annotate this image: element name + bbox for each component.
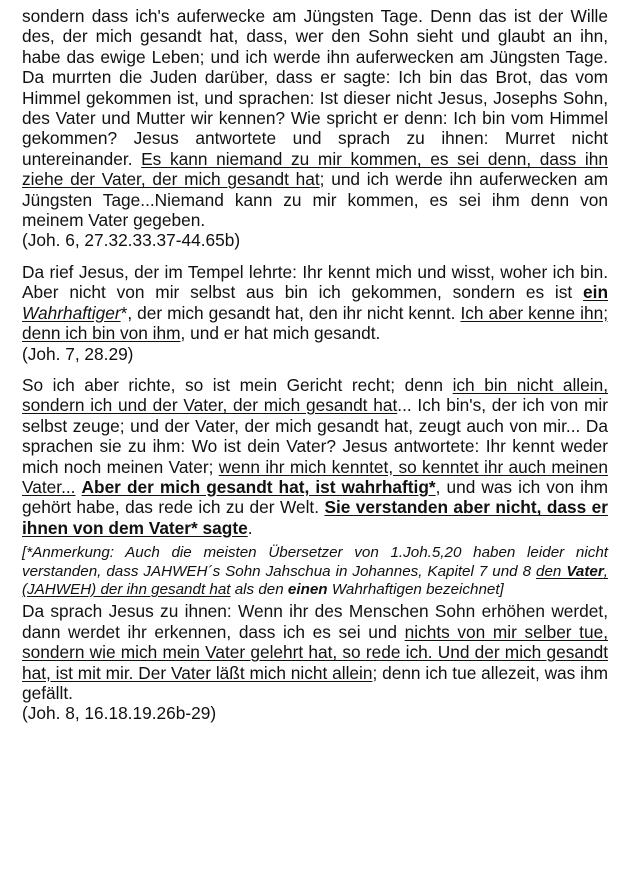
paragraph-john-8b bbox=[22, 601, 608, 703]
document-page bbox=[22, 6, 608, 724]
text-segment: So ich aber richte, so ist mein Gericht recht; denn bbox=[22, 374, 453, 395]
text-segment: ; denn ich tue allezeit, was ihm gefällt. bbox=[22, 662, 608, 703]
note-text: Wahrhaftigen bezeichnet] bbox=[327, 580, 504, 598]
text-segment: , und er hat mich gesandt. bbox=[180, 323, 381, 344]
text-segment: ... Ich bin's, der ich von mir selbst zeuge; und der Vater, der mich gesandt hat, zeugt auch von mir... Da sprachen sie zu ihm: Wo ist dein Vater? Jesus antwortete: Ihr kennt weder mich noch meinen Vater; bbox=[22, 395, 608, 477]
paragraph-gap bbox=[22, 364, 608, 375]
reference-john-8: (Joh. 8, 16.18.19.26b-29) bbox=[22, 703, 217, 724]
underlined-quote: nichts von mir selber tue, sondern wie mich mein Vater gelehrt hat, so rede ich. Und der mich gesandt hat, ist mit mir. Der Vater läßt mich nicht allein bbox=[22, 621, 608, 683]
note-underlined: den bbox=[536, 562, 567, 580]
note-bold-word: einen bbox=[287, 580, 328, 598]
bold-underlined-quote: Aber der mich gesandt hat, ist wahrhaftig* bbox=[81, 476, 436, 497]
note-bold-underlined: Vater bbox=[566, 562, 604, 580]
underlined-quote: ich bin nicht allein, sondern ich und der Vater, der mich gesandt hat bbox=[22, 374, 608, 416]
bold-underlined-word: ein bbox=[583, 282, 608, 303]
text-segment: *, der mich gesandt hat, den ihr nicht kennt. bbox=[120, 302, 461, 323]
paragraph-john-8a bbox=[22, 375, 608, 538]
text-segment: . bbox=[247, 517, 253, 538]
underlined-quote: wenn ihr mich kenntet, so kenntet ihr auch meinen Vater... bbox=[22, 456, 609, 497]
underlined-quote: Es kann niemand zu mir kommen, es sei denn, dass ihn ziehe der Vater, der mich gesandt hat bbox=[22, 148, 608, 190]
note-text: als den bbox=[230, 580, 288, 598]
underlined-quote: Ich aber kenne ihn; denn ich bin von ihm bbox=[22, 302, 609, 344]
paragraph-john-7 bbox=[22, 262, 608, 344]
reference-john-6: (Joh. 6, 27.32.33.37-44.65b) bbox=[22, 230, 241, 251]
note-underlined: , (JAHWEH) der ihn gesandt hat bbox=[22, 562, 609, 598]
text-segment: ; und ich werde ihn auferwecken am Jüngsten Tage...Niemand kann zu mir kommen, es sei ihm denn von meinem Vater gegeben. bbox=[22, 169, 609, 231]
text-segment: sondern dass ich's auferwecke am Jüngsten Tage. Denn das ist der Wille des, der mich gesandt hat, dass, wer den Sohn sieht und glaubt an ihn, habe das ewige Leben; und ich werde ihn auferwecken am Jüngsten Tage. Da murrten die Juden darüber, dass er sagte: Ich bin das Brot, das vom Himmel gekommen ist, und sprachen: Ist dieser nicht Jesus, Josephs Sohn, des Vater und Mutter wir kennen? Wie spricht er denn: Ich bin vom Himmel gekommen? Jesus antwortete und sprach zu ihnen: Murret nicht untereinander. bbox=[22, 6, 608, 169]
paragraph-gap bbox=[22, 251, 608, 262]
reference-john-7: (Joh. 7, 28.29) bbox=[22, 343, 134, 364]
translator-note bbox=[22, 544, 608, 599]
italic-underlined-word: Wahrhaftiger bbox=[22, 302, 121, 323]
text-segment: Da sprach Jesus zu ihnen: Wenn ihr des Menschen Sohn erhöhen werdet, dann werdet ihr erkennen, dass ich es sei und bbox=[22, 601, 608, 642]
text-segment: Da rief Jesus, der im Tempel lehrte: Ihr kennt mich und wisst, woher ich bin. Aber nicht von mir selbst aus bin ich gekommen, sondern es ist bbox=[22, 261, 608, 303]
text-segment: , und was ich von ihm gehört habe, das rede ich zu der Welt. bbox=[22, 476, 608, 518]
bold-underlined-quote: Sie verstanden aber nicht, dass er ihnen von dem Vater* sagte bbox=[22, 497, 608, 538]
paragraph-john-6 bbox=[22, 6, 608, 230]
note-text: [*Anmerkung: Auch die meisten Übersetzer von 1.Joh.5,20 haben leider nicht verstanden, dass JAHWEH´s Sohn Jahschua in Johannes, Kapitel 7 und 8 bbox=[22, 544, 608, 580]
